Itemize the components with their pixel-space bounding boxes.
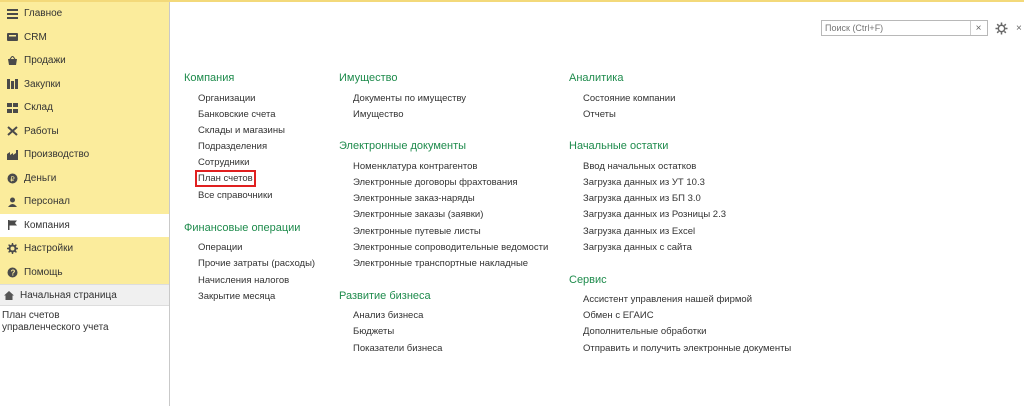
link-organizations[interactable]: Организации	[198, 93, 256, 104]
link-business-analysis[interactable]: Анализ бизнеса	[353, 310, 424, 321]
person-icon	[6, 196, 18, 208]
home-page-link[interactable]	[0, 284, 169, 306]
link-chart-of-accounts[interactable]: План счетов	[198, 173, 253, 184]
link-load-retail[interactable]: Загрузка данных из Розницы 2.3	[583, 209, 727, 220]
link-contractor-nomenclature[interactable]: Номенклатура контрагентов	[353, 161, 478, 172]
factory-icon	[6, 149, 18, 161]
link-warehouses-stores[interactable]: Склады и магазины	[198, 125, 285, 136]
link-freight-contracts[interactable]: Электронные договоры фрахтования	[353, 177, 518, 188]
section-title-opening: Начальные остатки	[569, 140, 669, 152]
link-transport-invoices[interactable]: Электронные транспортные накладные	[353, 258, 529, 269]
purchase-icon	[6, 78, 18, 90]
open-document-link[interactable]: План счетов управленческого учета	[2, 310, 109, 333]
sidebar-item-works[interactable]	[0, 120, 169, 144]
section-title-property: Имущество	[339, 72, 398, 84]
link-business-indicators[interactable]: Показатели бизнеса	[353, 343, 443, 354]
link-budgets[interactable]: Бюджеты	[353, 326, 395, 337]
link-bank-accounts[interactable]: Банковские счета	[198, 109, 276, 120]
flag-icon	[6, 219, 18, 231]
sidebar-item-purchases[interactable]	[0, 73, 169, 97]
sidebar	[0, 2, 170, 406]
sidebar-item-label: Помощь	[24, 266, 63, 278]
link-waybills[interactable]: Электронные путевые листы	[353, 226, 481, 237]
link-operations[interactable]: Операции	[198, 242, 243, 253]
link-all-catalogs[interactable]: Все справочники	[198, 190, 273, 201]
section-title-analytics: Аналитика	[569, 72, 624, 84]
sidebar-item-label: CRM	[24, 31, 47, 43]
link-employees[interactable]: Сотрудники	[198, 157, 250, 168]
sidebar-item-label: Настройки	[24, 243, 74, 255]
link-accompanying-statements[interactable]: Электронные сопроводительные ведомости	[353, 242, 549, 253]
link-company-state[interactable]: Состояние компании	[583, 93, 676, 104]
link-departments[interactable]: Подразделения	[198, 141, 268, 152]
link-load-ut[interactable]: Загрузка данных из УТ 10.3	[583, 177, 705, 188]
sidebar-item-label: Производство	[24, 149, 90, 161]
sidebar-item-crm[interactable]	[0, 26, 169, 50]
home-page-label: Начальная страница	[20, 289, 117, 301]
sidebar-item-label: Деньги	[24, 172, 57, 184]
sidebar-item-staff[interactable]	[0, 190, 169, 214]
sidebar-item-money[interactable]	[0, 167, 169, 191]
section-title-company: Компания	[184, 72, 235, 84]
link-property-documents[interactable]: Документы по имуществу	[353, 93, 467, 104]
gear-icon	[6, 243, 18, 255]
sidebar-item-label: Закупки	[24, 78, 61, 90]
warehouse-grid-icon	[6, 102, 18, 114]
crm-icon	[6, 31, 18, 43]
sidebar-item-company[interactable]	[0, 214, 169, 238]
clear-icon[interactable]: ×	[970, 21, 986, 35]
sidebar-item-main[interactable]	[0, 2, 169, 26]
link-tax-accruals[interactable]: Начисления налогов	[198, 275, 290, 286]
sidebar-item-production[interactable]	[0, 143, 169, 167]
link-reports[interactable]: Отчеты	[583, 109, 616, 120]
search-box	[821, 20, 988, 36]
section-title-business: Развитие бизнеса	[339, 290, 431, 302]
help-icon	[6, 266, 18, 278]
sidebar-item-label: Работы	[24, 125, 59, 137]
link-management-assistant[interactable]: Ассистент управления нашей фирмой	[583, 294, 753, 305]
sidebar-item-label: Компания	[24, 219, 70, 231]
sidebar-item-sales[interactable]	[0, 49, 169, 73]
link-other-expenses[interactable]: Прочие затраты (расходы)	[198, 258, 316, 269]
sidebar-item-label: Продажи	[24, 55, 66, 67]
sidebar-item-warehouse[interactable]	[0, 96, 169, 120]
link-load-site[interactable]: Загрузка данных с сайта	[583, 242, 692, 253]
sidebar-item-label: Склад	[24, 102, 53, 114]
link-load-bp[interactable]: Загрузка данных из БП 3.0	[583, 193, 701, 204]
section-title-service: Сервис	[569, 274, 607, 286]
link-e-orders[interactable]: Электронные заказы (заявки)	[353, 209, 484, 220]
section-title-edocs: Электронные документы	[339, 140, 467, 152]
link-property[interactable]: Имущество	[353, 109, 404, 120]
search-input[interactable]	[822, 21, 970, 35]
section-title-finance: Финансовые операции	[184, 222, 301, 234]
sidebar-item-label: Главное	[24, 8, 63, 20]
shop-basket-icon	[6, 55, 18, 67]
svg-text:₽: ₽	[9, 176, 15, 184]
open-windows-panel	[0, 284, 169, 406]
sidebar-item-label: Персонал	[24, 196, 70, 208]
home-icon	[4, 291, 14, 300]
sidebar-item-settings[interactable]	[0, 237, 169, 261]
link-work-orders[interactable]: Электронные заказ-наряды	[353, 193, 475, 204]
close-icon[interactable]: ×	[1016, 22, 1022, 34]
link-additional-processing[interactable]: Дополнительные обработки	[583, 326, 707, 337]
tools-icon	[6, 125, 18, 137]
settings-gear-icon[interactable]	[994, 20, 1008, 36]
link-month-closing[interactable]: Закрытие месяца	[198, 291, 276, 302]
link-egais-exchange[interactable]: Обмен с ЕГАИС	[583, 310, 654, 321]
money-circle-icon	[6, 172, 18, 184]
svg-text:?: ?	[10, 268, 15, 278]
link-load-excel[interactable]: Загрузка данных из Excel	[583, 226, 696, 237]
link-opening-balances[interactable]: Ввод начальных остатков	[583, 161, 697, 172]
sidebar-item-help[interactable]	[0, 261, 169, 285]
menu-lines-icon	[6, 8, 18, 20]
link-edocs-exchange[interactable]: Отправить и получить электронные документы	[583, 343, 792, 354]
